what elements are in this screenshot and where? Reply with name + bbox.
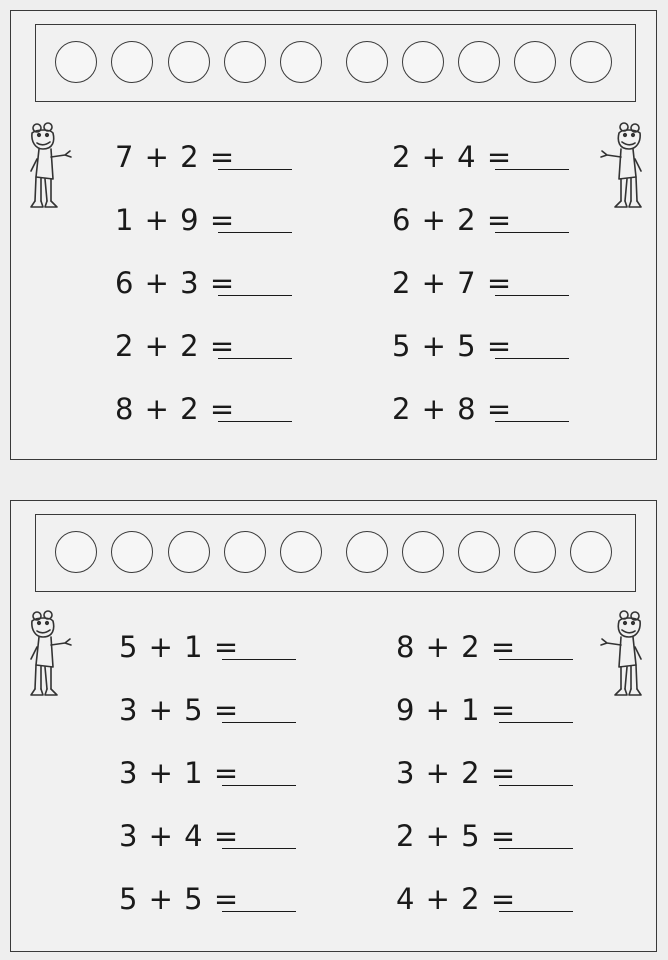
equation-row (119, 879, 239, 919)
equation-text: 6 + 3 = (115, 266, 236, 300)
counter-circle (111, 531, 153, 573)
equation-row (396, 816, 516, 856)
answer-blank[interactable] (222, 785, 296, 786)
equation-row (396, 690, 516, 730)
equation-row (392, 326, 512, 366)
equation-row (119, 816, 239, 856)
mouse-mascot-icon (23, 609, 75, 703)
counter-circle (570, 531, 612, 573)
answer-blank[interactable] (495, 295, 569, 296)
counter-circle (346, 531, 388, 573)
equation-text: 2 + 7 = (392, 266, 513, 300)
counter-circle (111, 41, 153, 83)
answer-blank[interactable] (222, 659, 296, 660)
answer-blank[interactable] (499, 911, 573, 912)
counter-circle (402, 41, 444, 83)
equation-text: 9 + 1 = (396, 693, 517, 727)
answer-blank[interactable] (222, 911, 296, 912)
answer-blank[interactable] (495, 358, 569, 359)
counter-circle (458, 41, 500, 83)
counter-circle (402, 531, 444, 573)
counter-frame (35, 24, 636, 102)
answer-blank[interactable] (218, 169, 292, 170)
counter-circle (280, 41, 322, 83)
counter-circle (224, 41, 266, 83)
equation-text: 4 + 2 = (396, 882, 517, 916)
equation-row (396, 627, 516, 667)
equation-text: 5 + 5 = (392, 329, 513, 363)
worksheet-card-2 (10, 500, 657, 952)
counter-circle (458, 531, 500, 573)
answer-blank[interactable] (499, 848, 573, 849)
equation-row (119, 690, 239, 730)
answer-blank[interactable] (218, 358, 292, 359)
equation-text: 2 + 4 = (392, 140, 513, 174)
equation-row (396, 753, 516, 793)
equation-row (115, 263, 235, 303)
equation-text: 8 + 2 = (115, 392, 236, 426)
equation-row (115, 137, 235, 177)
equation-row (115, 326, 235, 366)
answer-blank[interactable] (222, 722, 296, 723)
counter-circle (280, 531, 322, 573)
answer-blank[interactable] (499, 785, 573, 786)
equation-row (119, 753, 239, 793)
mouse-mascot-icon (597, 121, 649, 215)
equation-text: 3 + 4 = (119, 819, 240, 853)
answer-blank[interactable] (495, 421, 569, 422)
equation-row (392, 200, 512, 240)
equation-text: 3 + 2 = (396, 756, 517, 790)
equation-row (119, 627, 239, 667)
answer-blank[interactable] (499, 722, 573, 723)
counter-circle (168, 531, 210, 573)
equation-text: 3 + 1 = (119, 756, 240, 790)
equation-row (396, 879, 516, 919)
equation-text: 6 + 2 = (392, 203, 513, 237)
equation-text: 2 + 2 = (115, 329, 236, 363)
equation-text: 2 + 8 = (392, 392, 513, 426)
answer-blank[interactable] (495, 169, 569, 170)
answer-blank[interactable] (222, 848, 296, 849)
answer-blank[interactable] (218, 232, 292, 233)
counter-frame (35, 514, 636, 592)
answer-blank[interactable] (495, 232, 569, 233)
equation-text: 8 + 2 = (396, 630, 517, 664)
counter-circle (514, 41, 556, 83)
mouse-mascot-icon (597, 609, 649, 703)
equation-row (392, 263, 512, 303)
equation-row (115, 200, 235, 240)
equation-text: 5 + 1 = (119, 630, 240, 664)
worksheet-card-1 (10, 10, 657, 460)
equation-text: 3 + 5 = (119, 693, 240, 727)
equation-row (392, 137, 512, 177)
equation-text: 2 + 5 = (396, 819, 517, 853)
equation-row (115, 389, 235, 429)
counter-circle (55, 41, 97, 83)
counter-circle (168, 41, 210, 83)
equation-text: 1 + 9 = (115, 203, 236, 237)
equation-text: 7 + 2 = (115, 140, 236, 174)
answer-blank[interactable] (499, 659, 573, 660)
answer-blank[interactable] (218, 295, 292, 296)
counter-circle (55, 531, 97, 573)
counter-circle (570, 41, 612, 83)
mouse-mascot-icon (23, 121, 75, 215)
answer-blank[interactable] (218, 421, 292, 422)
counter-circle (224, 531, 266, 573)
counter-circle (346, 41, 388, 83)
equation-text: 5 + 5 = (119, 882, 240, 916)
counter-circle (514, 531, 556, 573)
equation-row (392, 389, 512, 429)
